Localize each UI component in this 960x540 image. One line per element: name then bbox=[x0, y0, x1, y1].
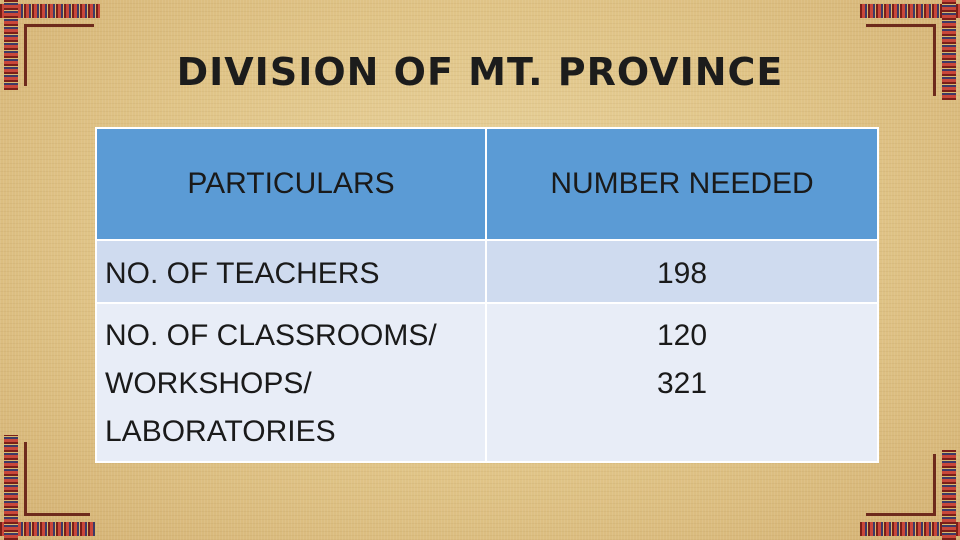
header-particulars: PARTICULARS bbox=[96, 128, 486, 240]
value-workshops-laboratories: 321 bbox=[656, 367, 708, 400]
decorative-corner-bottom-right bbox=[860, 450, 960, 540]
table-header-row bbox=[96, 128, 878, 240]
slide-title: DIVISION OF MT. PROVINCE bbox=[176, 50, 784, 94]
row-label-teachers: NO. OF TEACHERS bbox=[96, 240, 486, 303]
table-row bbox=[96, 240, 878, 303]
row-label-classrooms: NO. OF CLASSROOMS/ WORKSHOPS/ LABORATORIES bbox=[96, 303, 486, 462]
row-value-classrooms bbox=[486, 303, 878, 462]
row-value-teachers bbox=[486, 240, 878, 303]
table-row bbox=[96, 303, 878, 462]
header-number-needed: NUMBER NEEDED bbox=[486, 128, 878, 240]
particulars-table bbox=[95, 127, 879, 463]
decorative-corner-bottom-left bbox=[0, 435, 100, 540]
value-teachers: 198 bbox=[656, 257, 708, 290]
value-classrooms: 120 bbox=[656, 319, 708, 352]
